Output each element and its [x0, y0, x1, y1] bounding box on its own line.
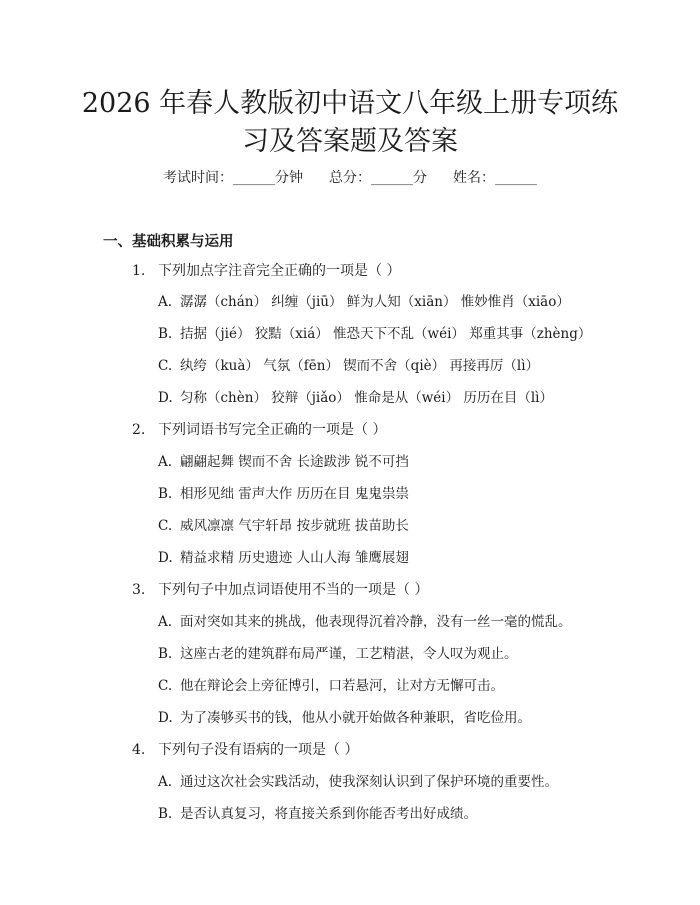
option-text: 精益求精 历史遗迹 人山人海 雏鹰展翅	[180, 550, 409, 566]
question-1	[132, 261, 400, 281]
option-letter: C.	[158, 678, 173, 694]
question-4	[132, 740, 358, 760]
option-row	[158, 644, 518, 664]
question-number: 2.	[132, 422, 146, 438]
option-row	[158, 612, 572, 632]
option-letter: D.	[158, 550, 173, 566]
option-letter: D.	[158, 390, 173, 406]
option-letter: B.	[158, 806, 173, 822]
student-name-field: 姓名：______	[453, 170, 537, 186]
option-text: 纨绔（kuà） 气氛（fēn） 锲而不舍（qiè） 再接再厉（lì）	[180, 358, 540, 374]
option-row	[158, 324, 591, 344]
option-letter: B.	[158, 646, 173, 662]
question-2	[132, 420, 386, 440]
total-score-field: 总分：______分	[329, 170, 427, 186]
page-title-line-1: 2026 年春人教版初中语文八年级上册专项练	[81, 88, 619, 119]
option-text: 匀称（chèn） 狡辩（jiǎo） 惟命是从（wéi） 历历在目（lì）	[180, 390, 553, 406]
question-text: 下列词语书写完全正确的一项是（ ）	[158, 422, 387, 438]
option-letter: A.	[158, 774, 173, 790]
option-text: 威风凛凛 气宇轩昂 按步就班 拔苗助长	[180, 518, 409, 534]
option-row	[158, 676, 504, 696]
question-number: 4.	[132, 742, 146, 758]
option-row	[158, 452, 409, 472]
question-number: 1.	[132, 263, 146, 279]
question-text: 下列加点字注音完全正确的一项是（ ）	[158, 263, 401, 279]
section-heading: 一、基础积累与运用	[103, 234, 234, 250]
option-row	[158, 708, 531, 728]
page-title-line-2: 习及答案题及答案	[242, 126, 458, 157]
option-text: 为了凑够买书的钱，他从小就开始做各种兼职，省吃俭用。	[180, 710, 531, 726]
option-letter: C.	[158, 518, 173, 534]
option-letter: A.	[158, 454, 173, 470]
option-text: 通过这次社会实践活动，使我深刻认识到了保护环境的重要性。	[180, 774, 558, 790]
option-text: 拮据（jié） 狡黠（xiá） 惟恐天下不乱（wéi） 郑重其事（zhèng）	[180, 326, 592, 342]
option-letter: B.	[158, 486, 173, 502]
option-letter: A.	[158, 294, 173, 310]
option-row	[158, 484, 409, 504]
option-letter: C.	[158, 358, 173, 374]
question-text: 下列句子中加点词语使用不当的一项是（ ）	[158, 582, 429, 598]
option-letter: B.	[158, 326, 173, 342]
option-row	[158, 804, 477, 824]
option-row	[158, 548, 409, 568]
option-text: 他在辩论会上旁征博引，口若悬河，让对方无懈可击。	[180, 678, 504, 694]
option-text: 面对突如其来的挑战，他表现得沉着冷静，没有一丝一毫的慌乱。	[180, 614, 572, 630]
option-text: 翩翩起舞 锲而不舍 长途跋涉 锐不可挡	[180, 454, 409, 470]
question-number: 3.	[132, 582, 146, 598]
question-text: 下列句子没有语病的一项是（ ）	[158, 742, 359, 758]
option-text: 潺潺（chán） 纠缠（jiū） 鲜为人知（xiān） 惟妙惟肖（xiāo）	[180, 294, 570, 310]
option-text: 相形见绌 雷声大作 历历在目 鬼鬼祟祟	[180, 486, 409, 502]
option-row	[158, 388, 553, 408]
exam-time-field: 考试时间：______分钟	[163, 170, 303, 186]
option-row	[158, 516, 409, 536]
option-row	[158, 356, 539, 376]
option-letter: D.	[158, 710, 173, 726]
option-letter: A.	[158, 614, 173, 630]
option-row	[158, 292, 570, 312]
option-row	[158, 772, 558, 792]
option-text: 这座古老的建筑群布局严谨，工艺精湛，令人叹为观止。	[180, 646, 518, 662]
question-3	[132, 580, 428, 600]
option-text: 是否认真复习，将直接关系到你能否考出好成绩。	[180, 806, 477, 822]
exam-meta	[0, 168, 700, 188]
